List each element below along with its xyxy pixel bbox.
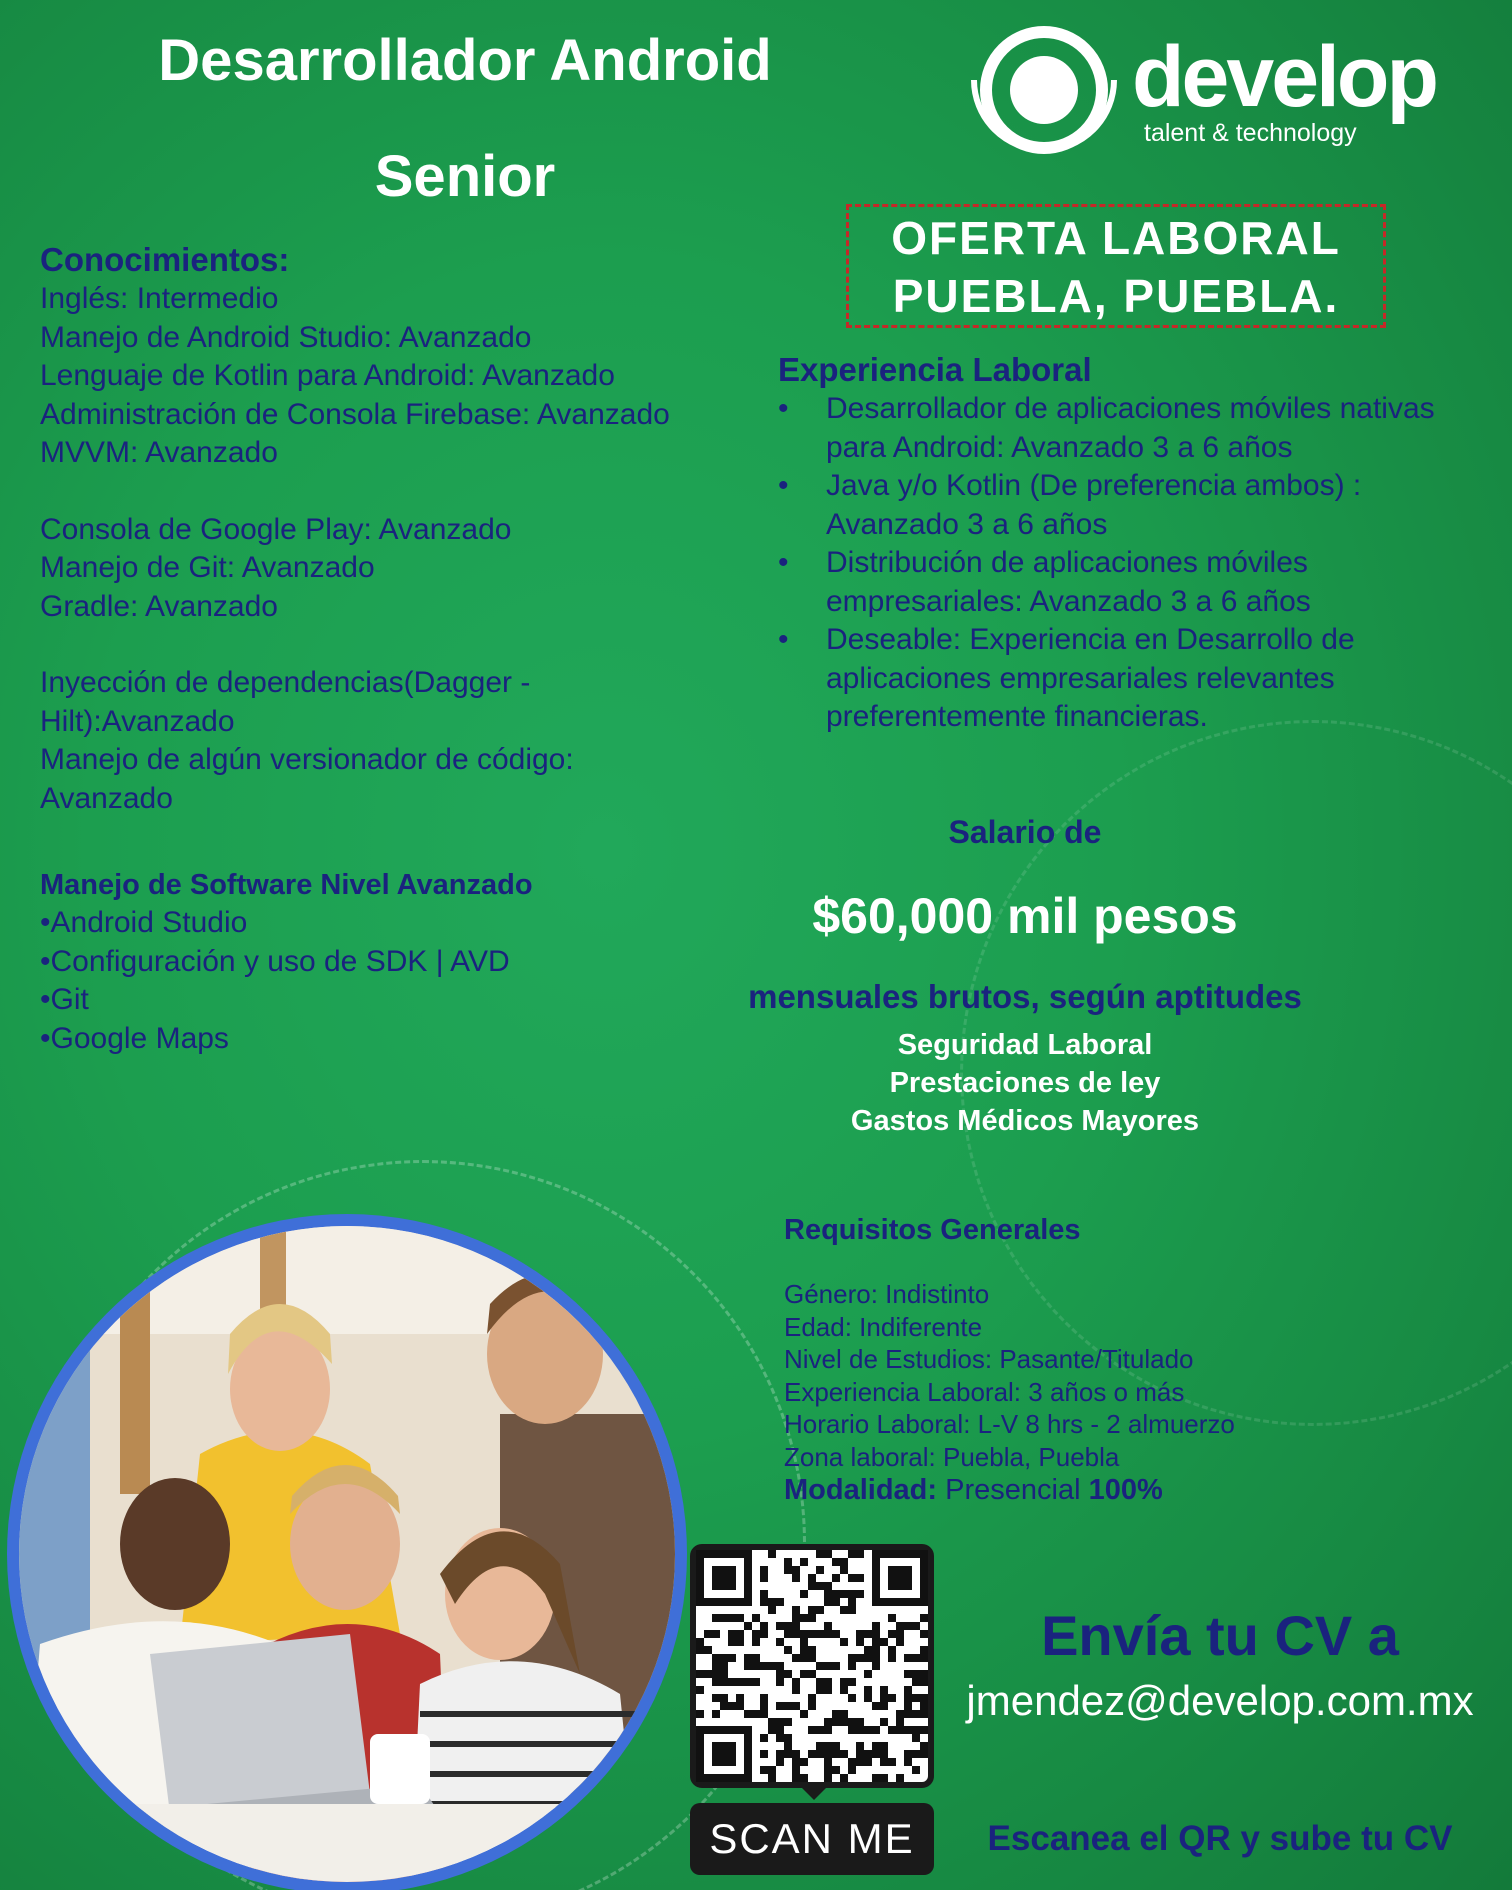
offer-box <box>846 204 1386 328</box>
offer-line1: OFERTA LABORAL <box>891 212 1341 264</box>
text-line: •Configuración y uso de SDK | AVD <box>40 944 510 978</box>
contact-email[interactable]: jmendez@develop.com.mx <box>966 1677 1474 1724</box>
bullet-icon: • <box>778 392 789 425</box>
text-line: Deseable: Experiencia en Desarrollo de <box>826 623 1355 656</box>
text-line: Avanzado <box>40 781 173 815</box>
offer-line2: PUEBLA, PUEBLA. <box>892 270 1340 322</box>
requirements-section <box>784 1212 1424 1509</box>
experience-heading: Experiencia Laboral <box>778 351 1092 388</box>
text-line: •Google Maps <box>40 1021 229 1055</box>
modality-label: Modalidad: <box>784 1474 938 1506</box>
benefit-item: Gastos Médicos Mayores <box>850 1105 1200 1137</box>
text-line: Lenguaje de Kotlin para Android: Avanzado <box>40 359 615 392</box>
text-line: Zona laboral: Puebla, Puebla <box>784 1441 1120 1472</box>
qr-code[interactable] <box>690 1544 934 1788</box>
experience-text <box>826 390 1435 467</box>
develop-logo-icon <box>964 14 1124 164</box>
text-line: Experiencia Laboral: 3 años o más <box>784 1376 1185 1407</box>
experience-item <box>778 390 1498 467</box>
text-line: para Android: Avanzado 3 a 6 años <box>826 430 1293 464</box>
text-line: Distribución de aplicaciones móviles <box>826 546 1308 579</box>
modality-value: Presencial <box>945 1474 1081 1506</box>
knowledge-section <box>40 240 760 818</box>
text-line: •Android Studio <box>40 906 248 939</box>
benefit-item: Prestaciones de ley <box>889 1067 1161 1099</box>
text-line: Gradle: Avanzado <box>40 589 278 623</box>
brand-tagline: talent & technology <box>1144 119 1357 147</box>
text-line: Manejo de Android Studio: Avanzado <box>40 320 532 354</box>
requirements-list <box>784 1278 1424 1473</box>
knowledge-group-3 <box>40 664 760 818</box>
text-line: Manejo de Git: Avanzado <box>40 551 375 584</box>
text-line: Administración de Consola Firebase: Avanzado <box>40 397 670 431</box>
qr-pointer <box>800 1786 828 1800</box>
knowledge-group-1 <box>40 280 760 473</box>
salary-note: mensuales brutos, según aptitudes <box>748 978 1302 1015</box>
text-line: •Git <box>40 983 89 1016</box>
text-line: Consola de Google Play: Avanzado <box>40 512 512 546</box>
bullet-icon: • <box>778 469 789 502</box>
text-line: empresariales: Avanzado 3 a 6 años <box>826 584 1311 618</box>
bullet-icon: • <box>778 546 789 579</box>
text-line: Hilt):Avanzado <box>40 704 235 738</box>
text-line: Horario Laboral: L-V 8 hrs - 2 almuerzo <box>784 1409 1235 1439</box>
requirements-heading: Requisitos Generales <box>784 1214 1081 1246</box>
text-line: Inglés: Intermedio <box>40 282 279 315</box>
text-line: preferentemente financieras. <box>826 700 1208 733</box>
qr-code-pattern <box>696 1550 928 1782</box>
bullet-icon: • <box>778 623 789 656</box>
text-line: Manejo de algún versionador de código: <box>40 743 574 776</box>
text-line: Java y/o Kotlin (De preferencia ambos) : <box>826 469 1362 502</box>
scan-me-badge[interactable]: SCAN ME <box>690 1803 934 1875</box>
contact-heading: Envía tu CV a <box>1041 1604 1399 1667</box>
team-photo <box>0 1214 700 1890</box>
text-line: aplicaciones empresariales relevantes <box>826 661 1335 695</box>
text-line: MVVM: Avanzado <box>40 436 278 469</box>
text-line: Nivel de Estudios: Pasante/Titulado <box>784 1344 1194 1374</box>
modality-percent: 100% <box>1088 1474 1163 1506</box>
experience-item <box>778 544 1498 621</box>
salary-amount: $60,000 mil pesos <box>812 888 1238 944</box>
experience-list <box>778 390 1498 737</box>
text-line: Género: Indistinto <box>784 1279 990 1309</box>
text-line: Desarrollador de aplicaciones móviles nativas <box>826 392 1435 425</box>
software-section <box>40 866 760 1058</box>
scan-note: Escanea el QR y sube tu CV <box>987 1819 1453 1858</box>
text-line: Inyección de dependencias(Dagger - <box>40 666 531 699</box>
experience-text <box>826 544 1311 621</box>
team-photo-illustration <box>0 1214 700 1890</box>
text-line: Avanzado 3 a 6 años <box>826 507 1108 541</box>
experience-item <box>778 467 1498 544</box>
experience-item <box>778 621 1498 737</box>
experience-section <box>778 350 1498 737</box>
knowledge-group-2 <box>40 511 760 627</box>
job-title-line2: Senior <box>374 144 556 209</box>
benefits-list <box>730 1026 1320 1140</box>
experience-text <box>826 467 1361 544</box>
job-title-line1: Desarrollador Android <box>158 28 772 93</box>
modality-line <box>784 1471 1424 1509</box>
knowledge-heading: Conocimientos: <box>40 241 290 278</box>
develop-logo <box>964 14 1444 164</box>
text-line: Edad: Indiferente <box>784 1311 983 1342</box>
experience-text <box>826 621 1355 737</box>
salary-label: Salario de <box>948 814 1102 850</box>
benefit-item: Seguridad Laboral <box>897 1029 1153 1061</box>
brand-name: develop <box>1132 29 1436 125</box>
software-heading: Manejo de Software Nivel Avanzado <box>40 869 533 901</box>
software-list <box>40 904 760 1058</box>
